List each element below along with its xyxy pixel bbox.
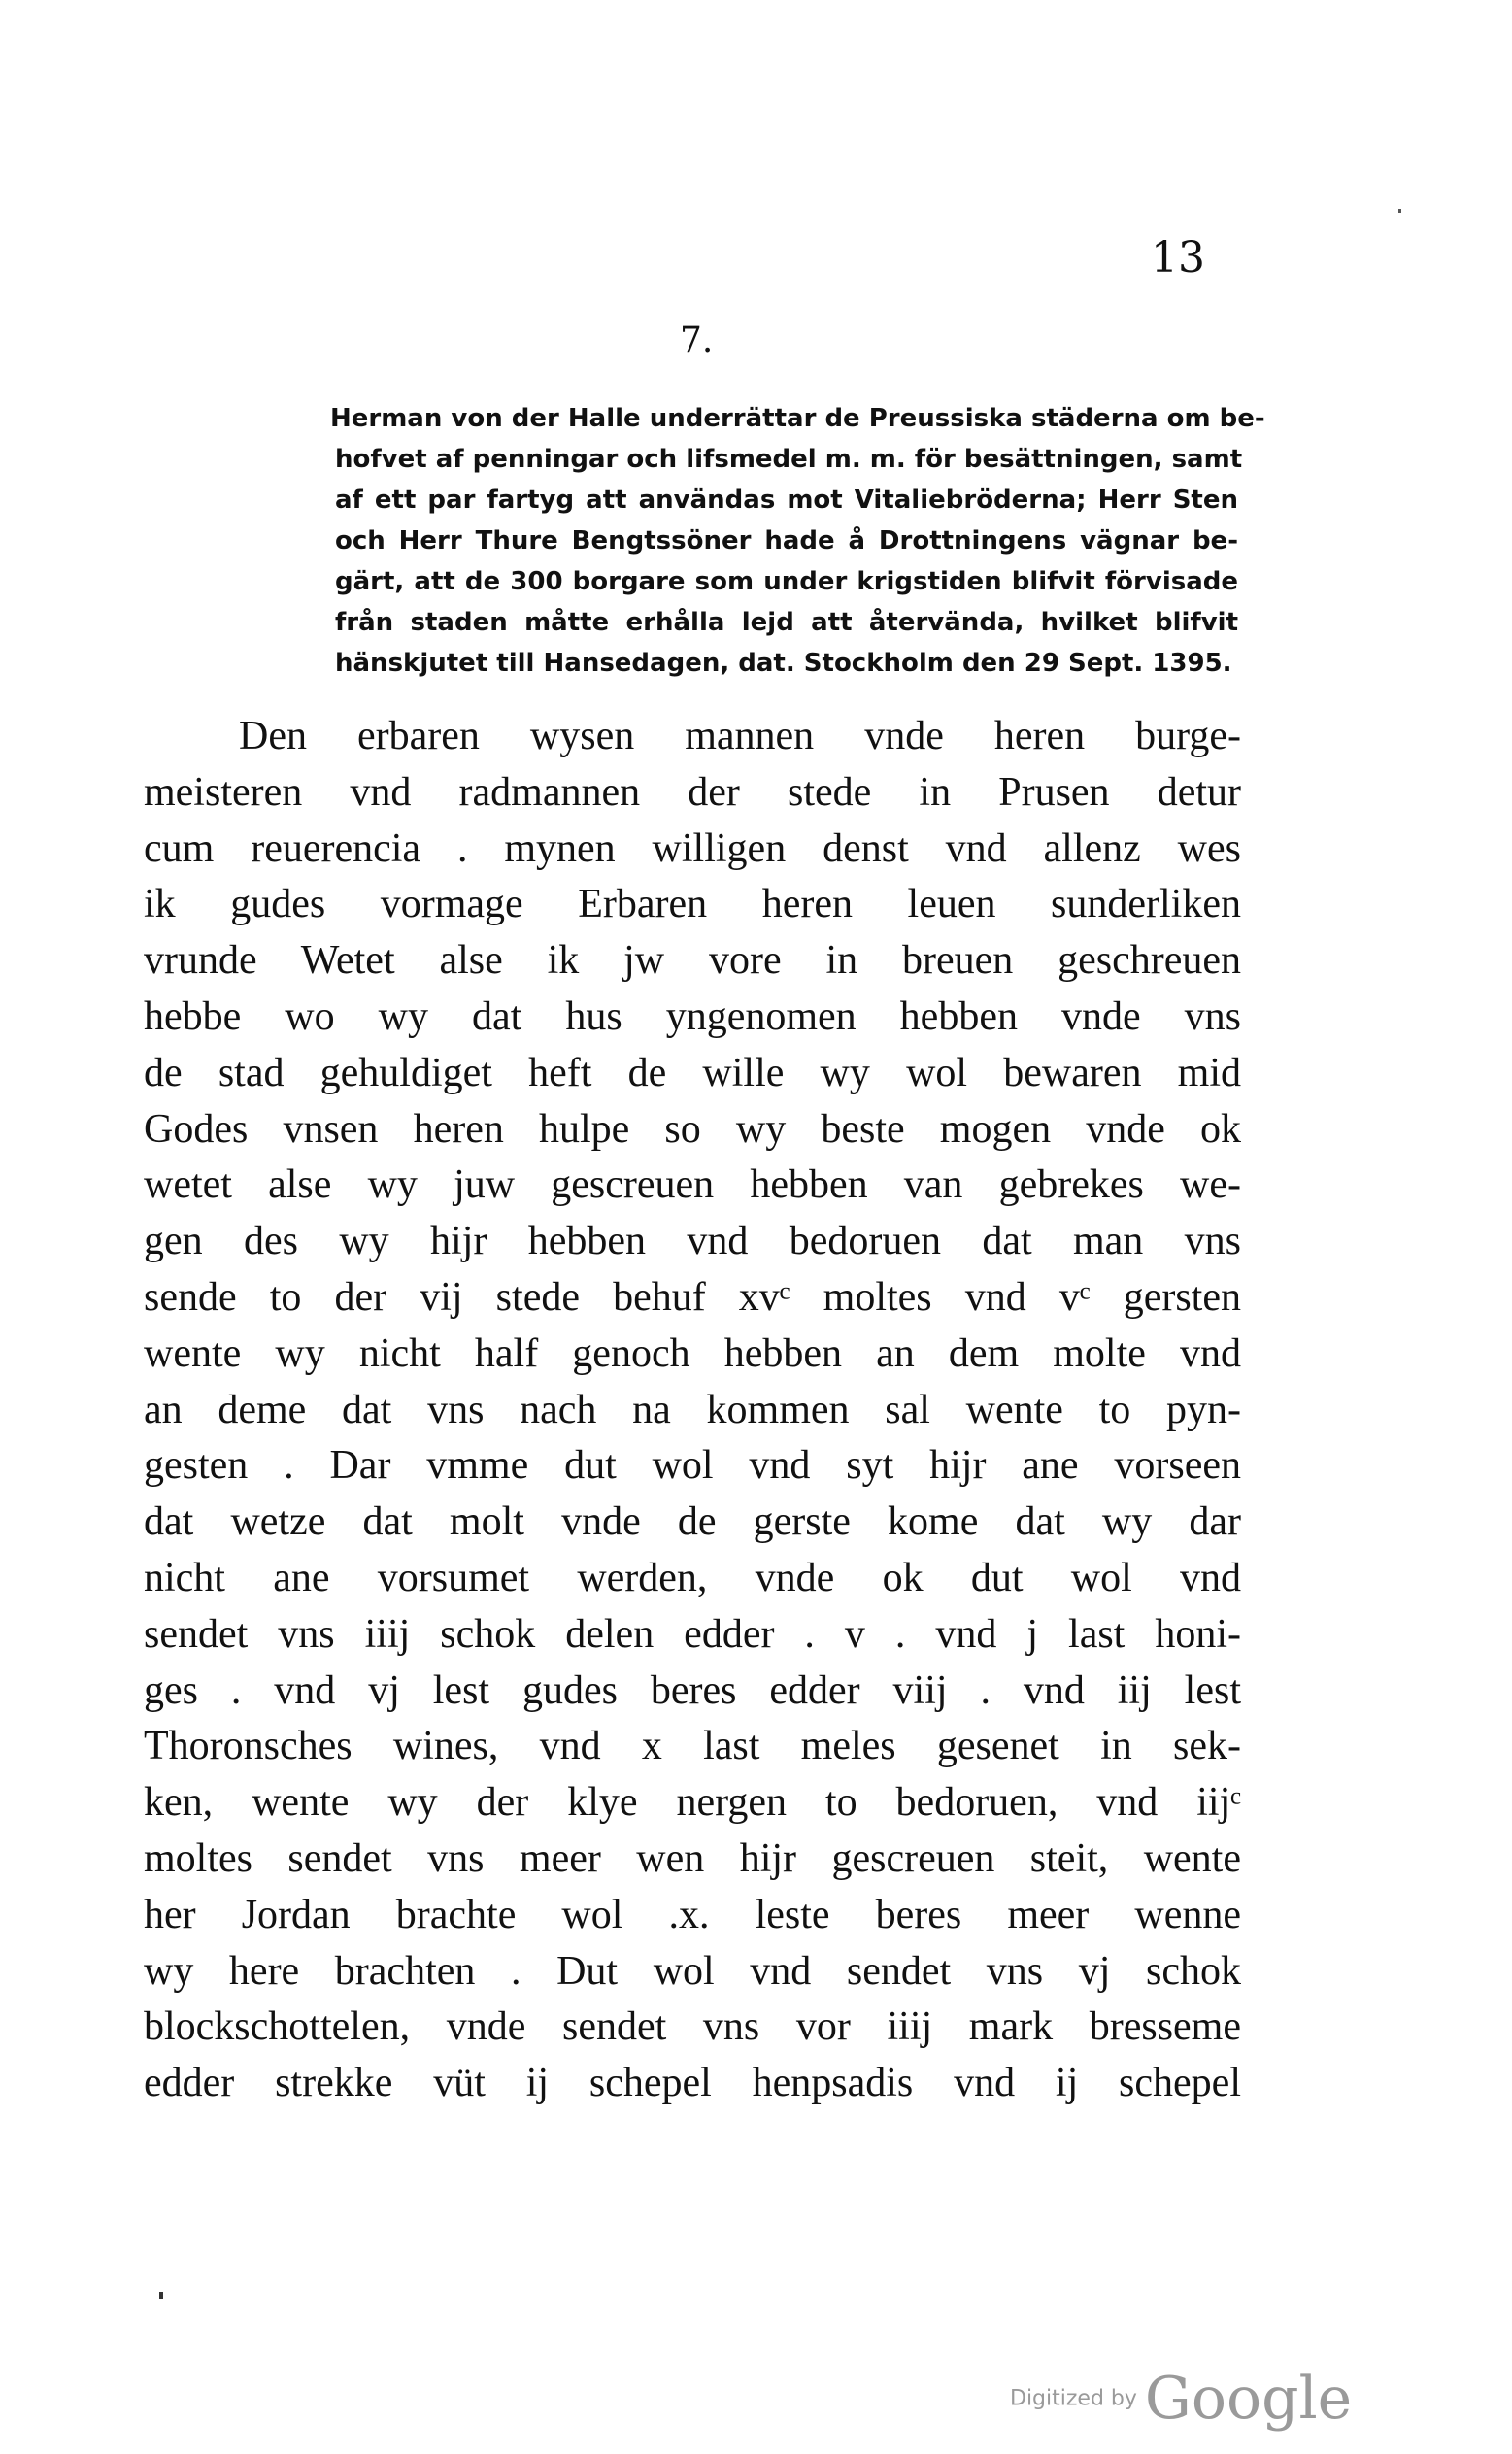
body-line: Thoronsches wines, vnd x last meles gesenet in sek- (144, 1724, 1241, 1769)
body-line: vrunde Wetet alse ik jw vore in breuen geschreuen (144, 938, 1241, 984)
body-line: moltes sendet vns meer wen hijr gescreuen steit, wente (144, 1835, 1241, 1881)
summary-line: hänskjutet till Hansedagen, dat. Stockholm den 29 Sept. 1395. (335, 649, 1232, 678)
page-number: 13 (1151, 233, 1205, 283)
summary-line: Herman von der Halle underrättar de Preussiska städerna om be- (330, 404, 1265, 433)
body-line: de stad gehuldiget heft de wille wy wol bewaren mid (144, 1050, 1241, 1095)
body-line: gen des wy hijr hebben vnd bedoruen dat man vns (144, 1219, 1241, 1264)
summary-line: och Herr Thure Bengtssöner hade å Drottningens vägnar be- (335, 526, 1238, 555)
summary-line: af ett par fartyg att användas mot Vitaliebröderna; Herr Sten (335, 486, 1238, 515)
body-line: edder strekke vüt ij schepel henpsadis vnd ij schepel (144, 2061, 1241, 2106)
document-summary (330, 398, 1265, 684)
body-line: hebbe wo wy dat hus yngenomen hebben vnde vns (144, 993, 1241, 1039)
summary-line: gärt, att de 300 borgare som under krigstiden blifvit förvisade (335, 567, 1238, 596)
body-line: sende to der vij stede behuf xvᶜ moltes vnd vᶜ gersten (144, 1274, 1241, 1320)
body-line: wetet alse wy juw gescreuen hebben van gebrekes we- (144, 1162, 1241, 1208)
body-line: gesten . Dar vmme dut wol vnd syt hijr ane vorseen (144, 1443, 1241, 1489)
watermark-prefix: Digitized by (1010, 2386, 1137, 2411)
body-line: wy here brachten . Dut wol vnd sendet vns vj schok (144, 1948, 1241, 1994)
watermark-brand: Google (1144, 2365, 1353, 2433)
digitized-watermark (1010, 2365, 1352, 2433)
body-line: dat wetze dat molt vnde de gerste kome dat wy dar (144, 1499, 1241, 1545)
body-line: Den erbaren wysen mannen vnde heren burge- (239, 714, 1241, 758)
body-line: nicht ane vorsumet werden, vnde ok dut wol vnd (144, 1555, 1241, 1600)
scan-speck (159, 2292, 163, 2299)
body-line: ges . vnd vj lest gudes beres edder viij . vnd iij lest (144, 1667, 1241, 1713)
body-line: sendet vns iiij schok delen edder . v . vnd j last honi- (144, 1611, 1241, 1657)
body-line: her Jordan brachte wol .x. leste beres meer wenne (144, 1892, 1241, 1937)
summary-line: från staden måtte erhålla lejd att återvända, hvilket blifvit (335, 608, 1238, 637)
scan-speck (1398, 209, 1401, 213)
body-line: an deme dat vns nach na kommen sal wente to pyn- (144, 1387, 1241, 1432)
document-number: 7. (680, 320, 714, 360)
body-line: ik gudes vormage Erbaren heren leuen sunderliken (144, 882, 1241, 927)
body-line: blockschottelen, vnde sendet vns vor iiij mark bresseme (144, 2004, 1241, 2050)
summary-line: hofvet af penningar och lifsmedel m. m. för besättningen, samt (335, 445, 1243, 474)
letter-body (144, 709, 1241, 2112)
body-line: ken, wente wy der klye nergen to bedoruen, vnd iijᶜ (144, 1780, 1241, 1826)
body-line: wente wy nicht half genoch hebben an dem molte vnd (144, 1330, 1241, 1376)
body-line: cum reuerencia . mynen willigen denst vnd allenz wes (144, 825, 1241, 871)
body-line: Godes vnsen heren hulpe so wy beste mogen vnde ok (144, 1106, 1241, 1152)
body-line: meisteren vnd radmannen der stede in Prusen detur (144, 769, 1241, 815)
